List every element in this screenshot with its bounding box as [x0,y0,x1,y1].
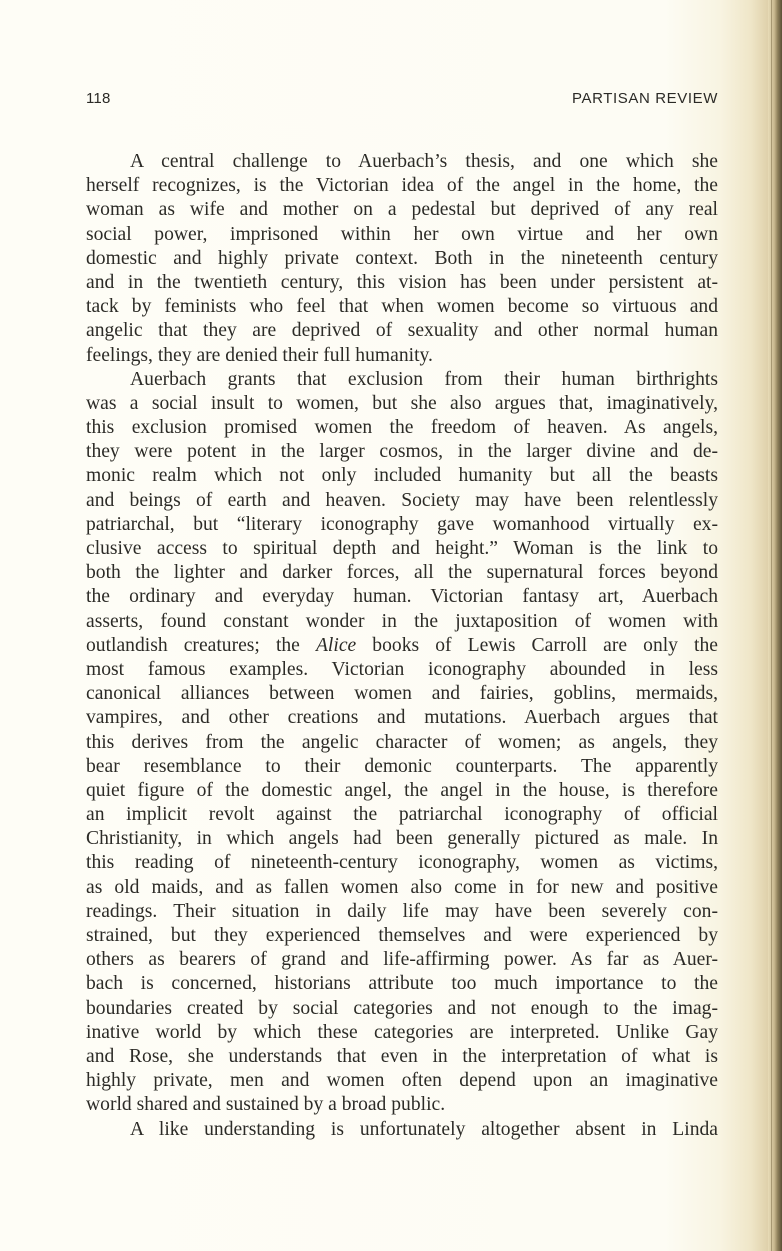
text-line: and beings of earth and heaven. Society may have been relentlessly [86,489,718,511]
text-line: was a social insult to women, but she also argues that, imaginatively, [86,392,718,414]
book-binding-edge [768,0,782,1251]
text-run: books of Lewis Carroll are only the [356,634,718,656]
text-line: this derives from the angelic character of women; as angels, they [86,731,718,753]
text-line: tack by feminists who feel that when women become so virtuous and [86,296,718,318]
text-line: asserts, found constant wonder in the juxtaposition of women with [86,610,718,632]
text-line: they were potent in the larger cosmos, in the larger divine and de- [86,441,718,463]
text-line: this reading of nineteenth-century iconography, women as victims, [86,852,718,874]
text-line: world shared and sustained by a broad public. [86,1094,446,1116]
text-line: domestic and highly private context. Both in the nineteenth century [86,247,718,269]
text-line: strained, but they experienced themselves and were experienced by [86,925,718,946]
text-line: canonical alliances between women and fairies, goblins, mermaids, [86,683,718,705]
book-title-alice: Alice [315,634,357,656]
page-number: 118 [86,90,111,107]
text-line: patriarchal, but “literary iconography gave womanhood virtually ex- [86,513,718,535]
text-line: Auerbach grants that exclusion from their human birthrights [130,368,718,390]
text-line: feelings, they are denied their full humanity. [86,344,433,366]
text-line: and Rose, she understands that even in the interpretation of what is [86,1045,718,1067]
body-text [86,150,718,1142]
text-line: monic realm which not only included humanity but all the beasts [86,465,718,487]
text-line-with-italic [86,634,718,658]
text-line: boundaries created by social categories and not enough to the imag- [86,997,718,1019]
text-line: bach is concerned, historians attribute too much importance to the [86,973,718,995]
running-head [86,90,718,110]
text-line: quiet figure of the domestic angel, the angel in the house, is therefore [86,779,718,801]
text-line: herself recognizes, is the Victorian idea of the angel in the home, the [86,175,718,197]
text-line: Christianity, in which angels had been generally pictured as male. In [86,828,718,850]
text-line: the ordinary and everyday human. Victorian fantasy art, Auerbach [86,586,718,608]
text-line: highly private, men and women often depend upon an imaginative [86,1070,718,1092]
text-line: this exclusion promised women the freedom of heaven. As angels, [86,417,718,439]
text-line: A central challenge to Auerbach’s thesis, and one which she [130,151,718,172]
text-line: social power, imprisoned within her own virtue and her own [86,223,718,245]
text-line: inative world by which these categories are interpreted. Unlike Gay [86,1021,718,1043]
text-line: as old maids, and as fallen women also come in for new and positive [86,876,718,898]
text-run: outlandish creatures; the [86,634,316,656]
text-line: both the lighter and darker forces, all the supernatural forces beyond [86,562,718,584]
text-line: woman as wife and mother on a pedestal but deprived of any real [86,199,718,221]
text-line: A like understanding is unfortunately altogether absent in Linda [130,1118,718,1140]
text-line: others as bearers of grand and life-affirming power. As far as Auer- [86,949,718,971]
text-line: angelic that they are deprived of sexuality and other normal human [86,320,718,342]
text-line: vampires, and other creations and mutations. Auerbach argues that [86,707,718,729]
text-line: clusive access to spiritual depth and height.” Woman is the link to [86,538,718,559]
text-line: most famous examples. Victorian iconography abounded in less [86,658,718,680]
text-line: readings. Their situation in daily life may have been severely con- [86,900,718,922]
text-line: bear resemblance to their demonic counterparts. The apparently [86,755,718,777]
text-line: an implicit revolt against the patriarchal iconography of official [86,804,718,826]
text-line: and in the twentieth century, this vision has been under persistent at- [86,271,718,293]
journal-title: PARTISAN REVIEW [572,90,718,107]
